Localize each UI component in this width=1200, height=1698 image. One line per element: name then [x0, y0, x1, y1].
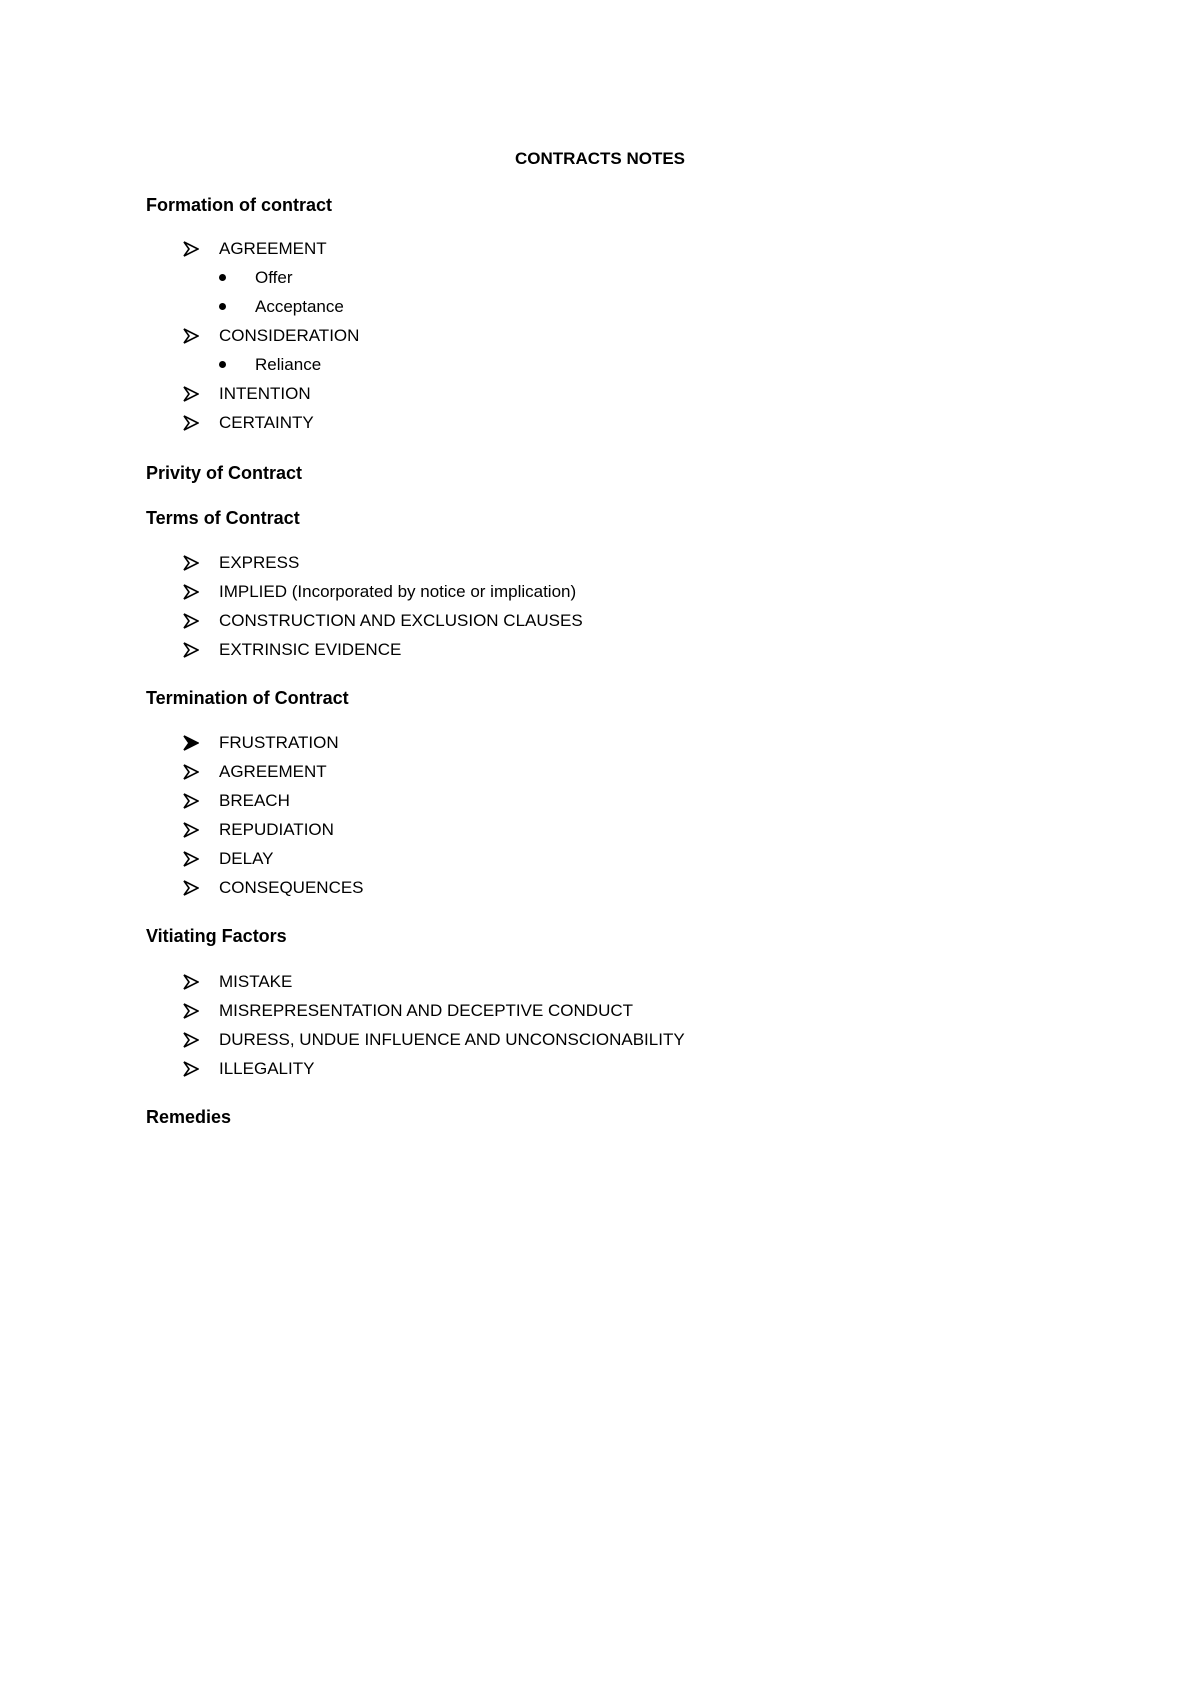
bullet-list — [146, 234, 1046, 437]
arrowhead-bullet-icon — [183, 577, 199, 606]
arrowhead-bullet-icon — [183, 234, 199, 263]
list-item-text: BREACH — [219, 791, 290, 810]
list-item-text: EXPRESS — [219, 553, 300, 572]
section-heading: Remedies — [146, 1107, 232, 1127]
list-item-text: MISREPRESENTATION AND DECEPTIVE CONDUCT — [219, 1001, 634, 1020]
bullet-list — [146, 728, 1046, 902]
list-item — [146, 292, 1046, 321]
list-item — [146, 263, 1046, 292]
list-item-text: Offer — [255, 268, 293, 287]
arrowhead-bullet-icon — [183, 408, 199, 437]
list-item — [146, 1054, 1046, 1083]
bullet-list — [146, 967, 1046, 1083]
arrowhead-bullet-icon — [183, 379, 199, 408]
list-item — [146, 967, 1046, 996]
list-item-text: Reliance — [255, 355, 322, 374]
list-item-text: CONSTRUCTION AND EXCLUSION CLAUSES — [219, 611, 583, 630]
arrowhead-bullet-icon — [183, 786, 199, 815]
list-item-text: Acceptance — [255, 297, 344, 316]
list-item-text: AGREEMENT — [219, 762, 327, 781]
arrowhead-bullet-icon — [183, 757, 199, 786]
list-item — [146, 548, 1046, 577]
section-heading: Privity of Contract — [146, 463, 303, 483]
list-item-text: CONSEQUENCES — [219, 878, 364, 897]
list-item — [146, 786, 1046, 815]
list-item — [146, 321, 1046, 350]
section-remedies — [146, 1106, 1046, 1128]
section-heading: Vitiating Factors — [146, 926, 287, 946]
arrowhead-bullet-icon — [183, 548, 199, 577]
bullet-list — [146, 548, 1046, 664]
list-item — [146, 379, 1046, 408]
list-item — [146, 815, 1046, 844]
arrowhead-bullet-icon — [183, 321, 199, 350]
list-item — [146, 728, 1046, 757]
list-item-text: DELAY — [219, 849, 274, 868]
list-item — [146, 350, 1046, 379]
arrowhead-bullet-icon — [183, 873, 199, 902]
arrowhead-bullet-icon — [183, 606, 199, 635]
arrowhead-bullet-icon — [183, 967, 199, 996]
list-item-text: FRUSTRATION — [219, 733, 339, 752]
list-item — [146, 844, 1046, 873]
section-vitiating-factors — [146, 925, 1046, 1083]
arrowhead-bullet-icon — [183, 1025, 199, 1054]
list-item — [146, 408, 1046, 437]
list-item-text: REPUDIATION — [219, 820, 334, 839]
arrowhead-bullet-icon — [183, 635, 199, 664]
round-bullet-icon — [219, 263, 226, 292]
section-heading: Terms of Contract — [146, 508, 300, 528]
section-termination — [146, 687, 1046, 902]
arrowhead-bullet-icon — [183, 1054, 199, 1083]
list-item-text: MISTAKE — [219, 972, 293, 991]
list-item — [146, 1025, 1046, 1054]
list-item-text: AGREEMENT — [219, 239, 327, 258]
list-item — [146, 757, 1046, 786]
arrowhead-bullet-icon — [183, 815, 199, 844]
section-formation — [146, 194, 1046, 437]
section-heading: Termination of Contract — [146, 688, 349, 708]
list-item-text: ILLEGALITY — [219, 1059, 315, 1078]
list-item — [146, 996, 1046, 1025]
section-terms — [146, 507, 1046, 664]
list-item-text: EXTRINSIC EVIDENCE — [219, 640, 402, 659]
list-item-text: INTENTION — [219, 384, 311, 403]
list-item-text: CERTAINTY — [219, 413, 314, 432]
round-bullet-icon — [219, 350, 226, 379]
arrowhead-bullet-icon — [183, 996, 199, 1025]
arrowhead-bullet-icon — [183, 844, 199, 873]
list-item — [146, 577, 1046, 606]
list-item — [146, 234, 1046, 263]
arrowhead-bullet-icon — [183, 728, 199, 757]
section-heading: Formation of contract — [146, 195, 333, 215]
list-item-text: DURESS, UNDUE INFLUENCE AND UNCONSCIONABILITY — [219, 1030, 685, 1049]
list-item — [146, 635, 1046, 664]
list-item — [146, 606, 1046, 635]
list-item-text: IMPLIED (Incorporated by notice or implication) — [219, 582, 577, 601]
list-item — [146, 873, 1046, 902]
section-privity — [146, 462, 1046, 484]
round-bullet-icon — [219, 292, 226, 321]
document-title: CONTRACTS NOTES — [515, 149, 685, 168]
list-item-text: CONSIDERATION — [219, 326, 360, 345]
